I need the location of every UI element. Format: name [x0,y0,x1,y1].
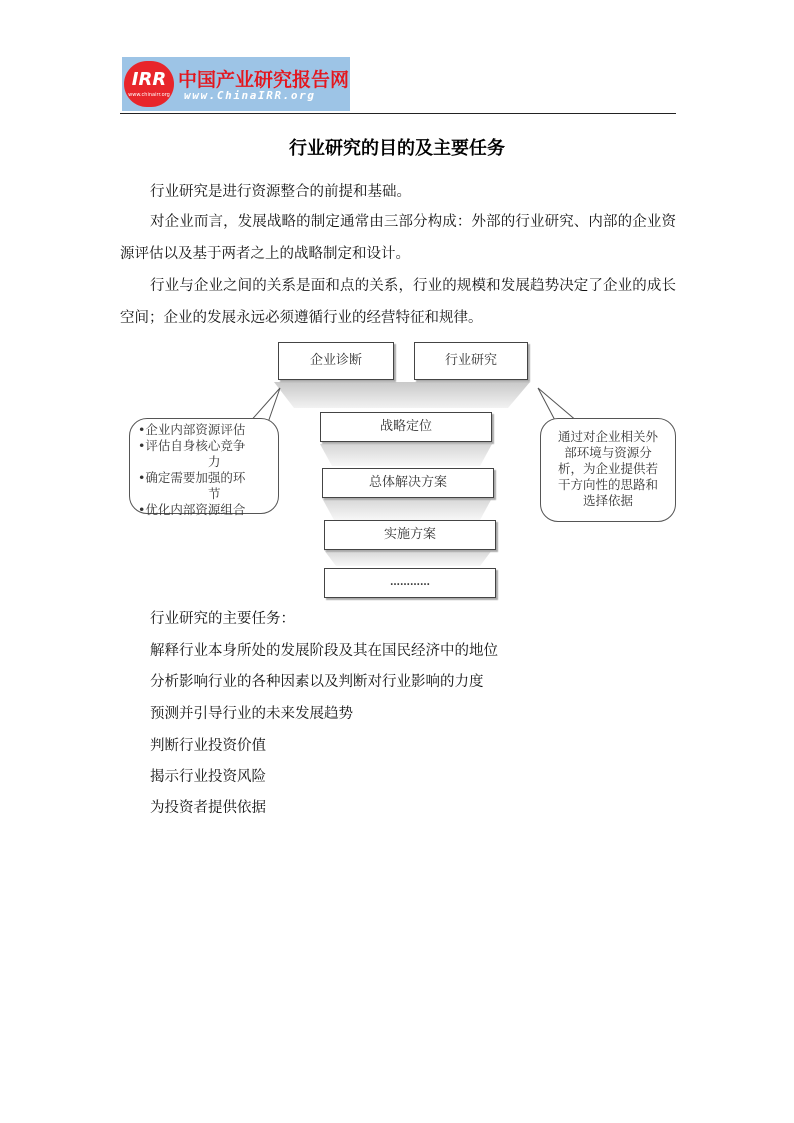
callout-line: 选择依据 [582,493,633,508]
step-strategic-positioning: 战略定位 [320,412,492,442]
callout-line: 部环境与资源分 [564,445,652,460]
funnel-arrow [274,382,530,408]
logo-irr-text: IRR [131,69,167,90]
logo-site-url: www.ChinaIRR.org [184,89,316,102]
step-ellipsis: ………… [324,568,496,598]
task-item: 分析影响行业的各种因素以及判断对行业影响的力度 [150,674,484,690]
step-implementation-plan: 实施方案 [324,520,496,550]
box-industry-research: 行业研究 [414,342,528,380]
step-arrow-3 [324,550,492,566]
paragraph-2: 对企业而言，发展战略的制定通常由三部分构成：外部的行业研究、内部的企业资源评估以及基于两者之上的战略制定和设计。 [120,214,676,262]
tasks-heading: 行业研究的主要任务： [150,611,295,627]
strategy-diagram [118,336,680,604]
internal-assessment-callout [129,418,279,517]
callout-line: •优化内部资源组合 [138,502,246,517]
irr-badge-icon [124,61,174,107]
step-arrow-2 [322,498,492,520]
site-logo [122,57,350,111]
callout-line: 干方向性的思路和 [557,477,658,492]
paragraph-3: 行业与企业之间的关系是面和点的关系，行业的规模和发展趋势决定了企业的成长空间；企业的发展永远必须遵循行业的经营特征和规律。 [120,278,676,326]
logo-irr-sub: www.chinairr.org [128,92,170,98]
callout-line: •企业内部资源评估 [138,422,246,437]
step-overall-solution: 总体解决方案 [322,468,494,498]
task-item: 为投资者提供依据 [150,800,266,816]
logo-site-name: 中国产业研究报告网 [178,69,350,91]
task-item: 预测并引导行业的未来发展趋势 [150,706,353,722]
callout-line: •确定需要加强的环 [138,470,246,485]
callout-line: 通过对企业相关外 [557,429,658,444]
page-title: 行业研究的目的及主要任务 [289,138,505,159]
external-analysis-callout [540,418,676,522]
task-item: 揭示行业投资风险 [150,769,266,785]
step-arrow-1 [320,444,492,466]
paragraph-1: 行业研究是进行资源整合的前提和基础。 [150,184,411,200]
task-item: 判断行业投资价值 [150,738,266,754]
box-enterprise-diagnosis: 企业诊断 [278,342,394,380]
callout-line: 力 [208,454,221,469]
callout-line: 节 [208,486,221,501]
callout-line: 析，为企业提供若 [557,461,658,476]
task-item: 解释行业本身所处的发展阶段及其在国民经济中的地位 [150,643,498,659]
header-divider [120,113,676,114]
callout-line: •评估自身核心竞争 [138,438,246,453]
